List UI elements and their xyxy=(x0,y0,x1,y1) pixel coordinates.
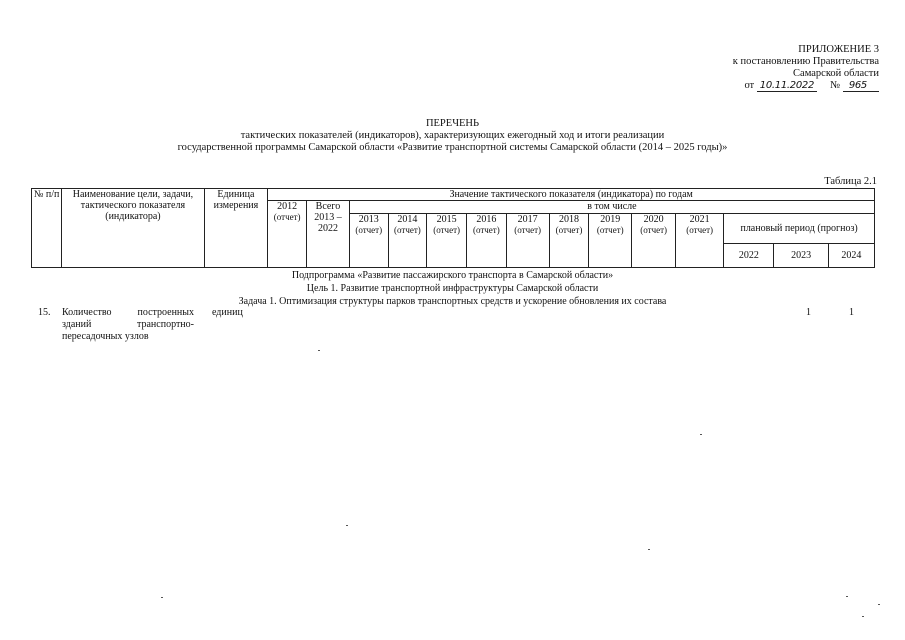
year-label: 2017 xyxy=(517,214,538,225)
number-prefix: № xyxy=(830,80,841,91)
year-note: (отчет) xyxy=(596,225,624,235)
year-label: 2014 xyxy=(397,214,418,225)
header-including: в том числе xyxy=(349,201,874,214)
header-year-2018 xyxy=(549,214,589,268)
row15-name-line2 xyxy=(62,319,194,331)
year-note: (отчет) xyxy=(514,225,542,235)
scan-speck xyxy=(878,604,880,605)
header-year-2014 xyxy=(388,214,427,268)
scan-speck xyxy=(700,434,702,435)
year-note: (отчет) xyxy=(394,225,421,235)
row15-name-line3: пересадочных узлов xyxy=(62,331,149,342)
scan-speck xyxy=(648,549,650,550)
header-planned-period: плановый период (прогноз) xyxy=(724,214,875,244)
header-values: Значение тактического показателя (индикатора) по годам xyxy=(268,189,875,201)
scan-speck xyxy=(346,525,348,526)
row15-name-line1 xyxy=(62,307,194,319)
header-name: Наименование цели, задачи, тактического показателя (индикатора) xyxy=(62,189,204,268)
scan-speck xyxy=(846,596,848,597)
header-num: № п/п xyxy=(32,189,62,268)
title-line1: ПЕРЕЧЕНЬ xyxy=(425,118,480,129)
row15-value-2024: 1 xyxy=(849,307,854,318)
header-2012-year: 2012 xyxy=(277,201,298,212)
row15-name-word: Количество xyxy=(62,307,112,318)
header-2012-note: (отчет) xyxy=(273,212,301,222)
date-prefix: от xyxy=(744,80,755,91)
header-year-2016 xyxy=(466,214,506,268)
year-label: 2015 xyxy=(436,214,457,225)
scan-speck xyxy=(862,616,864,617)
title-line2: тактических показателей (индикаторов), характеризующих ежегодный ход и итоги реализации xyxy=(240,130,665,141)
year-label: 2013 xyxy=(358,214,379,225)
header-unit: Единица измерения xyxy=(204,189,268,268)
task-heading: Задача 1. Оптимизация структуры парков транспортных средств и ускорение обновления их состава xyxy=(238,296,667,307)
year-label: 2020 xyxy=(643,214,664,225)
appendix-line2: к постановлению Правительства xyxy=(732,56,879,67)
appendix-title: ПРИЛОЖЕНИЕ 3 xyxy=(798,44,879,55)
row15-value-2023: 1 xyxy=(806,307,811,318)
year-note: (отчет) xyxy=(686,225,714,235)
document-title xyxy=(0,118,905,154)
year-label: 2019 xyxy=(600,214,621,225)
header-plan-2022: 2022 xyxy=(724,244,774,268)
header-year-2013 xyxy=(349,214,388,268)
row15-name-word: построенных xyxy=(137,307,194,318)
header-year-2019 xyxy=(589,214,632,268)
row15-unit: единиц xyxy=(212,307,243,318)
header-total: Всего 2013 – 2022 xyxy=(307,201,350,268)
table-number: Таблица 2.1 xyxy=(824,176,877,187)
year-label: 2016 xyxy=(476,214,497,225)
scan-speck xyxy=(318,350,320,351)
header-2012 xyxy=(268,201,307,268)
year-label: 2021 xyxy=(689,214,710,225)
appendix-line3: Самарской области xyxy=(793,68,879,79)
year-label: 2018 xyxy=(558,214,579,225)
subprogram-heading: Подпрограмма «Развитие пассажирского транспорта в Самарской области» xyxy=(291,270,614,281)
header-year-2021 xyxy=(676,214,724,268)
row15-name xyxy=(62,307,194,343)
appendix-date-line xyxy=(744,80,879,92)
header-year-2020 xyxy=(632,214,676,268)
scan-speck xyxy=(161,597,163,598)
header-plan-2023: 2023 xyxy=(774,244,828,268)
row15-name-word: зданий xyxy=(62,319,92,330)
appendix-block xyxy=(733,44,879,92)
row15-num: 15. xyxy=(38,307,51,318)
header-year-2017 xyxy=(506,214,549,268)
year-note: (отчет) xyxy=(555,225,583,235)
year-note: (отчет) xyxy=(472,225,500,235)
goal-heading: Цель 1. Развитие транспортной инфраструктуры Самарской области xyxy=(306,283,599,294)
number-value: 965 xyxy=(843,80,879,92)
year-note: (отчет) xyxy=(640,225,668,235)
row15-name-word: транспортно- xyxy=(137,319,194,330)
date-value: 10.11.2022 xyxy=(757,80,817,92)
year-note: (отчет) xyxy=(355,225,383,235)
header-plan-2024: 2024 xyxy=(828,244,874,268)
year-note: (отчет) xyxy=(433,225,460,235)
title-line3: государственной программы Самарской области «Развитие транспортной системы Самарской области (2014 – 2025 годы)» xyxy=(177,142,728,153)
header-year-2015 xyxy=(427,214,467,268)
indicators-table xyxy=(31,188,875,268)
